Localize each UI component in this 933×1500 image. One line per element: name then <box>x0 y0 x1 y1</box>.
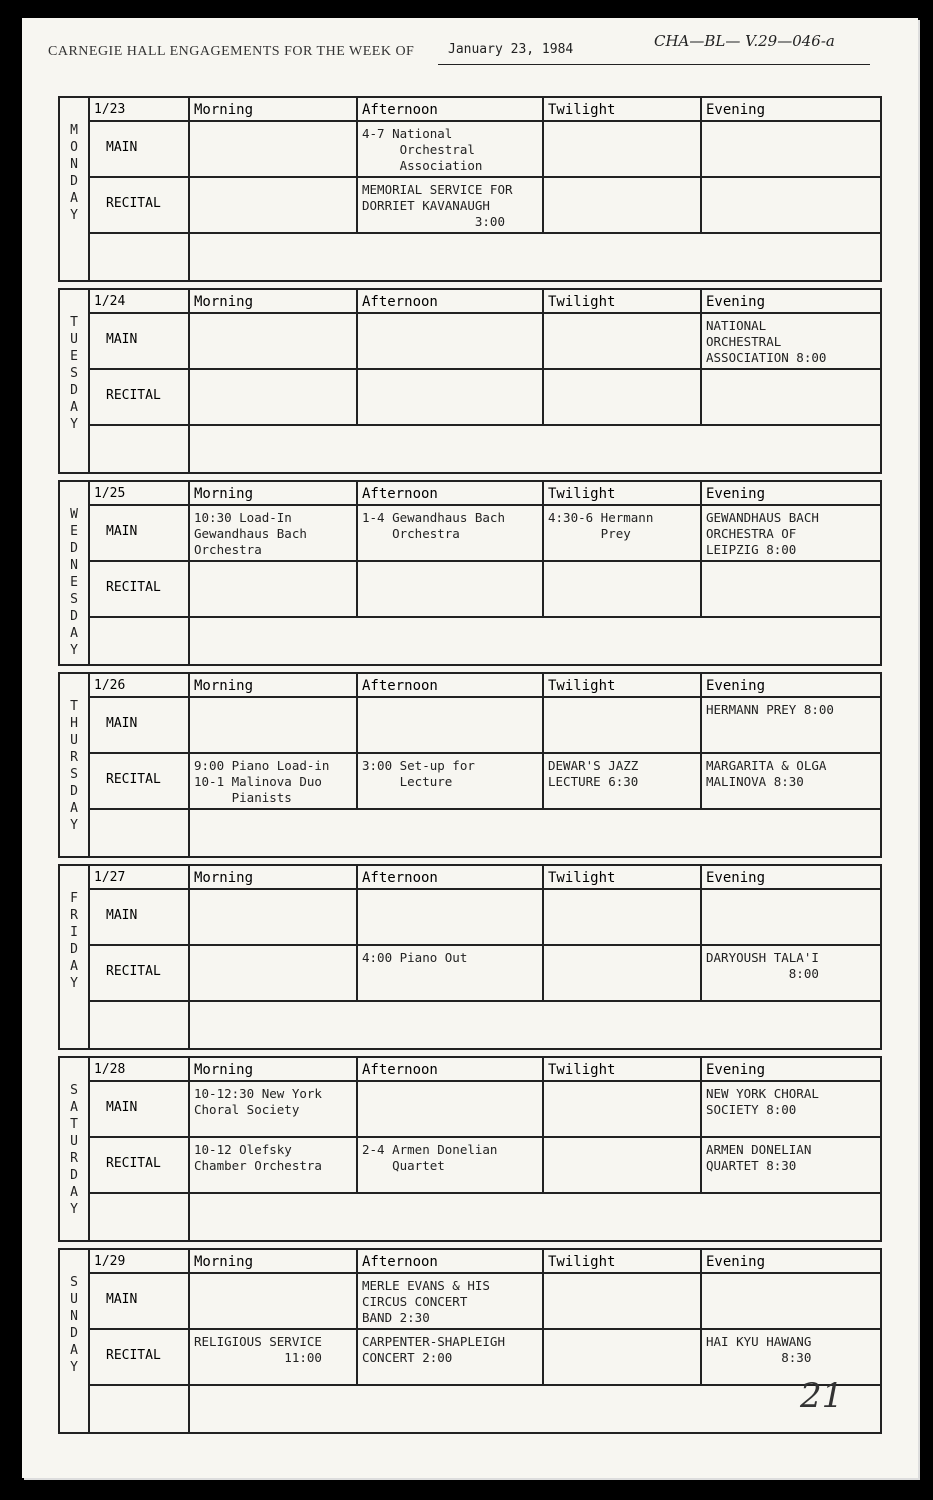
engagement-recital-twilight: DEWAR'S JAZZ LECTURE 6:30 <box>548 758 639 789</box>
hall-label-main: MAIN <box>106 1100 138 1115</box>
column-divider <box>356 674 358 808</box>
column-header-twilight: Twilight <box>548 1254 616 1270</box>
column-header-morning: Morning <box>194 678 254 694</box>
day-letter: N <box>70 1309 78 1324</box>
archive-id: CHA—BL— V.29—046-a <box>654 32 835 50</box>
day-letter: D <box>70 1168 78 1183</box>
day-name <box>60 674 90 856</box>
day-name <box>60 1058 90 1240</box>
engagement-recital-afternoon: CARPENTER-SHAPLEIGH CONCERT 2:00 <box>362 1334 505 1365</box>
column-header-twilight: Twilight <box>548 486 616 502</box>
row-divider <box>90 560 880 562</box>
day-date: 1/29 <box>94 1254 126 1269</box>
row-divider <box>90 1136 880 1138</box>
day-name <box>60 482 90 664</box>
column-divider <box>356 866 358 1000</box>
column-header-morning: Morning <box>194 870 254 886</box>
day-letter: S <box>70 767 78 782</box>
day-letter: N <box>70 157 78 172</box>
day-letter: U <box>70 1292 78 1307</box>
day-name <box>60 98 90 280</box>
row-divider <box>90 1384 880 1386</box>
column-header-afternoon: Afternoon <box>362 1062 438 1078</box>
row-divider <box>90 120 880 122</box>
column-divider <box>700 290 702 424</box>
day-letter: U <box>70 1134 78 1149</box>
day-letter: M <box>70 123 78 138</box>
column-header-afternoon: Afternoon <box>362 486 438 502</box>
column-header-twilight: Twilight <box>548 294 616 310</box>
day-letter: S <box>70 1083 78 1098</box>
day-letter: E <box>70 575 78 590</box>
column-header-morning: Morning <box>194 1254 254 1270</box>
row-divider <box>90 1192 880 1194</box>
row-divider <box>90 888 880 890</box>
hall-label-main: MAIN <box>106 524 138 539</box>
column-divider <box>356 290 358 424</box>
column-divider <box>542 1250 544 1384</box>
date-underline <box>438 64 870 65</box>
day-letter: D <box>70 541 78 556</box>
column-divider <box>356 98 358 232</box>
engagement-main-morning: 10:30 Load-In Gewandhaus Bach Orchestra <box>194 510 307 557</box>
column-header-afternoon: Afternoon <box>362 678 438 694</box>
column-header-afternoon: Afternoon <box>362 870 438 886</box>
column-divider <box>188 674 190 856</box>
engagement-recital-afternoon: MEMORIAL SERVICE FOR DORRIET KAVANAUGH 3:00 <box>362 182 513 229</box>
hall-label-recital: RECITAL <box>106 580 161 595</box>
hall-label-recital: RECITAL <box>106 964 161 979</box>
hall-label-main: MAIN <box>106 716 138 731</box>
engagement-main-morning: 10-12:30 New York Choral Society <box>194 1086 322 1117</box>
row-divider <box>90 696 880 698</box>
column-header-morning: Morning <box>194 102 254 118</box>
day-block-2 <box>58 480 882 666</box>
column-divider <box>188 482 190 664</box>
column-header-afternoon: Afternoon <box>362 102 438 118</box>
day-letter: S <box>70 1275 78 1290</box>
row-divider <box>90 808 880 810</box>
column-header-twilight: Twilight <box>548 678 616 694</box>
row-divider <box>90 944 880 946</box>
day-letter: R <box>70 908 78 923</box>
hall-label-main: MAIN <box>106 140 138 155</box>
column-divider <box>542 1058 544 1192</box>
row-divider <box>90 752 880 754</box>
row-divider <box>90 176 880 178</box>
column-divider <box>542 674 544 808</box>
day-letter: D <box>70 609 78 624</box>
day-letter: F <box>70 891 78 906</box>
hall-label-recital: RECITAL <box>106 772 161 787</box>
day-block-4 <box>58 864 882 1050</box>
day-letter: R <box>70 1151 78 1166</box>
row-divider <box>90 1080 880 1082</box>
engagement-recital-evening: HAI KYU HAWANG 8:30 <box>706 1334 812 1365</box>
day-date: 1/24 <box>94 294 126 309</box>
day-letter: A <box>70 400 78 415</box>
engagement-main-twilight: 4:30-6 Hermann Prey <box>548 510 654 541</box>
engagement-recital-afternoon: 4:00 Piano Out <box>362 950 468 965</box>
column-divider <box>700 482 702 616</box>
day-letter: I <box>70 925 78 940</box>
day-letter: E <box>70 349 78 364</box>
engagement-recital-morning: RELIGIOUS SERVICE 11:00 <box>194 1334 322 1365</box>
day-name <box>60 1250 90 1432</box>
engagement-main-afternoon: MERLE EVANS & HIS CIRCUS CONCERT BAND 2:30 <box>362 1278 490 1325</box>
day-letter: Y <box>70 208 78 223</box>
column-divider <box>356 482 358 616</box>
row-divider <box>90 232 880 234</box>
day-letter: D <box>70 942 78 957</box>
day-letter: A <box>70 1185 78 1200</box>
day-block-0 <box>58 96 882 282</box>
day-date: 1/25 <box>94 486 126 501</box>
hall-label-recital: RECITAL <box>106 1348 161 1363</box>
day-block-3 <box>58 672 882 858</box>
column-divider <box>356 1058 358 1192</box>
day-block-6 <box>58 1248 882 1434</box>
engagement-recital-morning: 10-12 Olefsky Chamber Orchestra <box>194 1142 322 1173</box>
day-letter: S <box>70 592 78 607</box>
day-letter: U <box>70 332 78 347</box>
day-letter: S <box>70 366 78 381</box>
day-letter: A <box>70 1100 78 1115</box>
day-letter: A <box>70 801 78 816</box>
row-divider <box>90 312 880 314</box>
row-divider <box>90 1328 880 1330</box>
day-letter: E <box>70 524 78 539</box>
column-header-evening: Evening <box>706 1254 766 1270</box>
column-divider <box>356 1250 358 1384</box>
day-letter: A <box>70 959 78 974</box>
day-letter: D <box>70 383 78 398</box>
column-header-twilight: Twilight <box>548 102 616 118</box>
day-letter: R <box>70 750 78 765</box>
column-header-evening: Evening <box>706 678 766 694</box>
row-divider <box>90 504 880 506</box>
column-header-afternoon: Afternoon <box>362 1254 438 1270</box>
engagement-recital-evening: DARYOUSH TALA'I 8:00 <box>706 950 819 981</box>
day-letter: U <box>70 733 78 748</box>
column-divider <box>188 1058 190 1240</box>
day-letter: Y <box>70 976 78 991</box>
hall-label-main: MAIN <box>106 908 138 923</box>
column-divider <box>542 98 544 232</box>
hall-label-main: MAIN <box>106 332 138 347</box>
column-divider <box>700 1058 702 1192</box>
day-letter: Y <box>70 818 78 833</box>
column-header-evening: Evening <box>706 1062 766 1078</box>
engagement-main-evening: NEW YORK CHORAL SOCIETY 8:00 <box>706 1086 819 1117</box>
day-date: 1/26 <box>94 678 126 693</box>
engagement-recital-morning: 9:00 Piano Load-in 10-1 Malinova Duo Pianists <box>194 758 330 805</box>
day-letter: Y <box>70 1202 78 1217</box>
engagement-main-evening: GEWANDHAUS BACH ORCHESTRA OF LEIPZIG 8:00 <box>706 510 819 557</box>
column-header-evening: Evening <box>706 102 766 118</box>
day-letter: Y <box>70 1360 78 1375</box>
day-date: 1/27 <box>94 870 126 885</box>
day-letter: Y <box>70 643 78 658</box>
row-divider <box>90 616 880 618</box>
column-divider <box>188 290 190 472</box>
week-of-date: January 23, 1984 <box>448 42 574 57</box>
row-divider <box>90 1000 880 1002</box>
hall-label-recital: RECITAL <box>106 388 161 403</box>
hall-label-main: MAIN <box>106 1292 138 1307</box>
column-divider <box>188 866 190 1048</box>
engagement-recital-evening: ARMEN DONELIAN QUARTET 8:30 <box>706 1142 812 1173</box>
day-date: 1/28 <box>94 1062 126 1077</box>
hall-label-recital: RECITAL <box>106 196 161 211</box>
column-divider <box>188 1250 190 1432</box>
day-letter: D <box>70 174 78 189</box>
column-divider <box>700 674 702 808</box>
column-header-morning: Morning <box>194 294 254 310</box>
engagement-recital-evening: MARGARITA & OLGA MALINOVA 8:30 <box>706 758 827 789</box>
day-letter: T <box>70 1117 78 1132</box>
document-title: CARNEGIE HALL ENGAGEMENTS FOR THE WEEK OF <box>48 44 415 59</box>
day-name <box>60 866 90 1048</box>
day-letter: T <box>70 699 78 714</box>
day-letter: T <box>70 315 78 330</box>
column-header-evening: Evening <box>706 294 766 310</box>
hall-label-recital: RECITAL <box>106 1156 161 1171</box>
column-divider <box>542 866 544 1000</box>
column-divider <box>542 482 544 616</box>
day-block-5 <box>58 1056 882 1242</box>
engagement-recital-afternoon: 2-4 Armen Donelian Quartet <box>362 1142 498 1173</box>
day-letter: W <box>70 507 78 522</box>
row-divider <box>90 368 880 370</box>
column-divider <box>700 866 702 1000</box>
column-header-evening: Evening <box>706 870 766 886</box>
day-letter: A <box>70 626 78 641</box>
column-header-twilight: Twilight <box>548 1062 616 1078</box>
column-header-twilight: Twilight <box>548 870 616 886</box>
page-number: 21 <box>800 1376 844 1416</box>
column-divider <box>542 290 544 424</box>
row-divider <box>90 424 880 426</box>
column-header-morning: Morning <box>194 1062 254 1078</box>
day-name <box>60 290 90 472</box>
day-letter: Y <box>70 417 78 432</box>
column-header-morning: Morning <box>194 486 254 502</box>
engagement-main-evening: NATIONAL ORCHESTRAL ASSOCIATION 8:00 <box>706 318 827 365</box>
column-divider <box>188 98 190 280</box>
column-divider <box>700 98 702 232</box>
engagement-recital-afternoon: 3:00 Set-up for Lecture <box>362 758 475 789</box>
day-letter: D <box>70 784 78 799</box>
day-letter: O <box>70 140 78 155</box>
engagement-main-afternoon: 1-4 Gewandhaus Bach Orchestra <box>362 510 505 541</box>
day-letter: A <box>70 1343 78 1358</box>
day-block-1 <box>58 288 882 474</box>
day-letter: D <box>70 1326 78 1341</box>
day-letter: A <box>70 191 78 206</box>
day-letter: N <box>70 558 78 573</box>
engagement-main-afternoon: 4-7 National Orchestral Association <box>362 126 483 173</box>
engagement-main-evening: HERMANN PREY 8:00 <box>706 702 834 717</box>
day-date: 1/23 <box>94 102 126 117</box>
schedule-sheet <box>22 18 918 1478</box>
day-letter: H <box>70 716 78 731</box>
row-divider <box>90 1272 880 1274</box>
column-divider <box>700 1250 702 1384</box>
column-header-afternoon: Afternoon <box>362 294 438 310</box>
column-header-evening: Evening <box>706 486 766 502</box>
